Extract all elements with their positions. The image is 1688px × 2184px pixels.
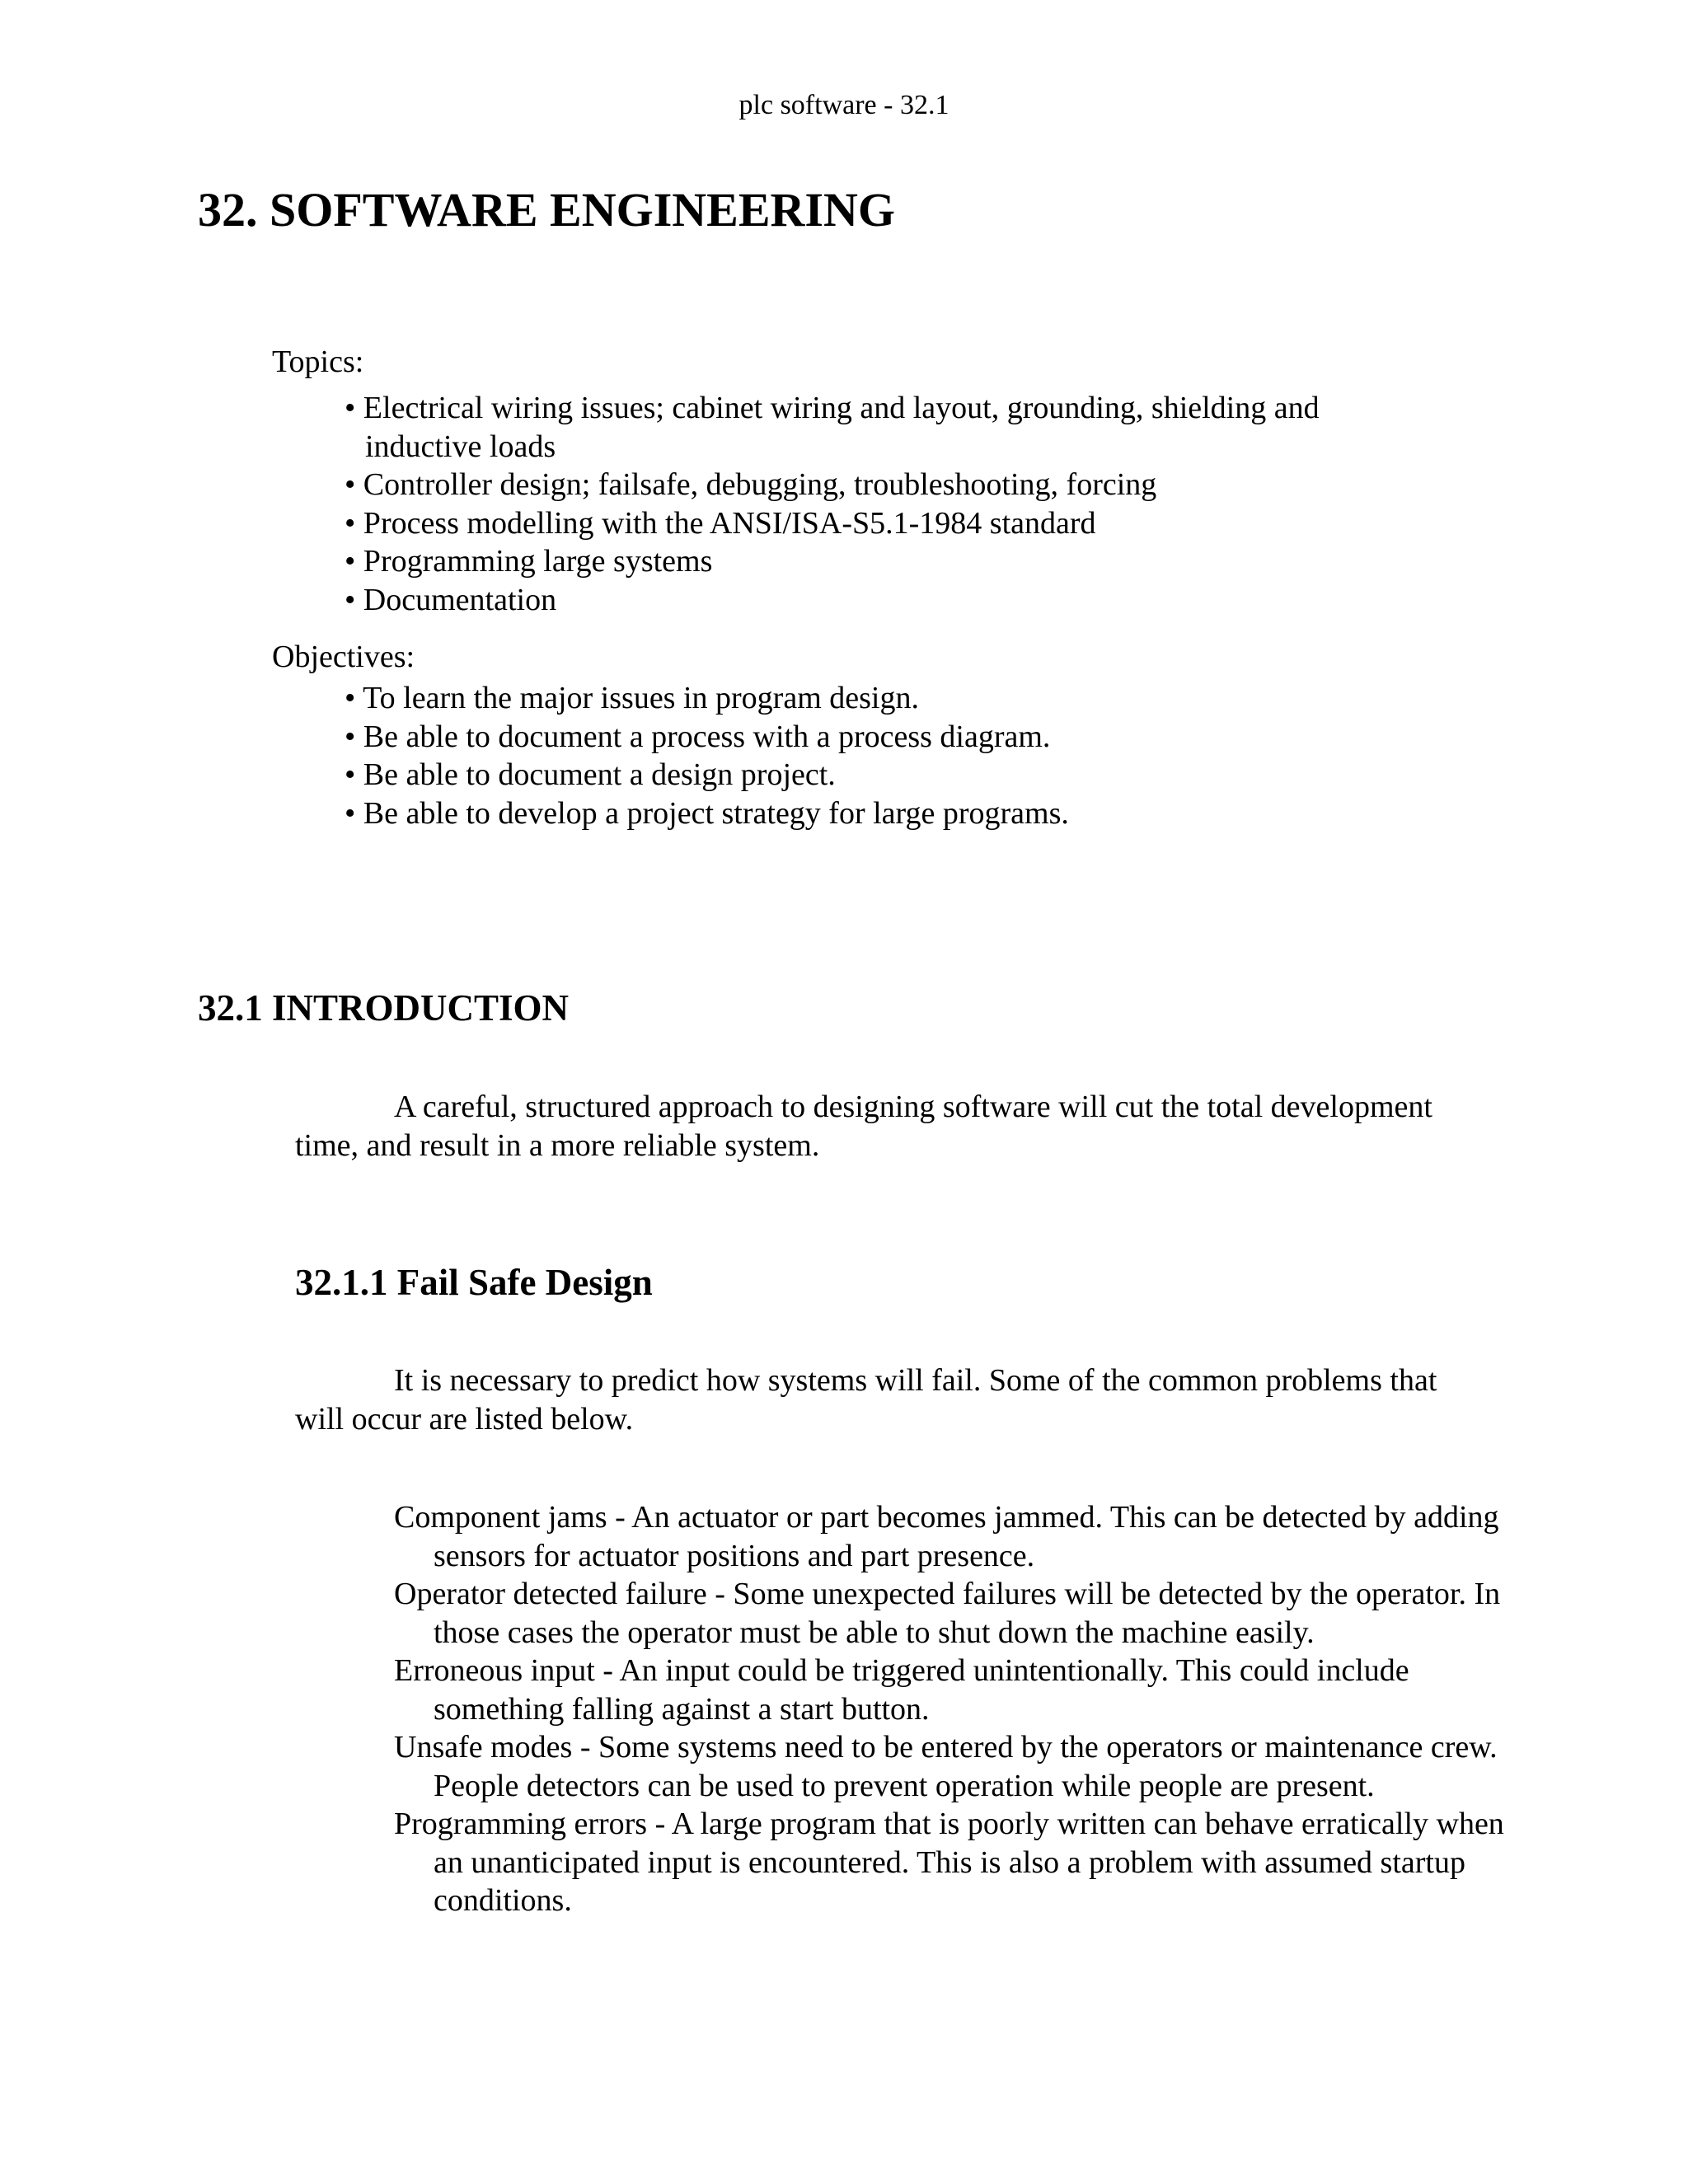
- topic-item: • Electrical wiring issues; cabinet wiring and layout, grounding, shielding and inductive loads: [345, 391, 1320, 464]
- topic-item: • Controller design; failsafe, debugging, troubleshooting, forcing: [345, 467, 1157, 502]
- objectives-list: [345, 679, 1519, 832]
- objective-item: • Be able to develop a project strategy for large programs.: [345, 795, 1069, 831]
- failure-mode-item: Unsafe modes - Some systems need to be entered by the operators or maintenance crew. People detectors can be used to prevent operation while people are present.: [394, 1730, 1498, 1803]
- topic-item: • Programming large systems: [345, 544, 713, 579]
- topics-label: Topics:: [272, 344, 364, 379]
- objective-item: • To learn the major issues in program design.: [345, 681, 919, 715]
- topic-item: • Process modelling with the ANSI/ISA-S5.1-1984 standard: [345, 505, 1096, 541]
- failure-modes-list: [394, 1498, 1513, 1920]
- topic-item: • Documentation: [345, 582, 557, 617]
- running-header: plc software - 32.1: [738, 90, 950, 120]
- objective-item: • Be able to document a process with a process diagram.: [345, 719, 1051, 754]
- failure-mode-item: Programming errors - A large program that is poorly written can behave erratically when an unanticipated input is encountered. This is also a problem with assumed startup conditions.: [394, 1807, 1504, 1918]
- failure-mode-item: Component jams - An actuator or part becomes jammed. This can be detected by adding sensors for actuator positions and part presence.: [394, 1500, 1499, 1573]
- failure-mode-item: Erroneous input - An input could be triggered unintentionally. This could include something falling against a start button.: [394, 1653, 1409, 1727]
- chapter-title: 32. SOFTWARE ENGINEERING: [198, 183, 895, 237]
- section-title: 32.1 INTRODUCTION: [198, 987, 570, 1029]
- failsafe-paragraph: It is necessary to predict how systems will fail. Some of the common problems that will occur are listed below.: [295, 1363, 1437, 1436]
- topics-list: [345, 389, 1519, 619]
- intro-paragraph: A careful, structured approach to designing software will cut the total development time, and result in a more reliable system.: [295, 1090, 1432, 1163]
- subsection-title: 32.1.1 Fail Safe Design: [295, 1262, 653, 1303]
- objective-item: • Be able to document a design project.: [345, 757, 836, 792]
- failure-mode-item: Operator detected failure - Some unexpected failures will be detected by the operator. In those cases the operator must be able to shut down the machine easily.: [394, 1577, 1501, 1650]
- objectives-label: Objectives:: [272, 640, 415, 674]
